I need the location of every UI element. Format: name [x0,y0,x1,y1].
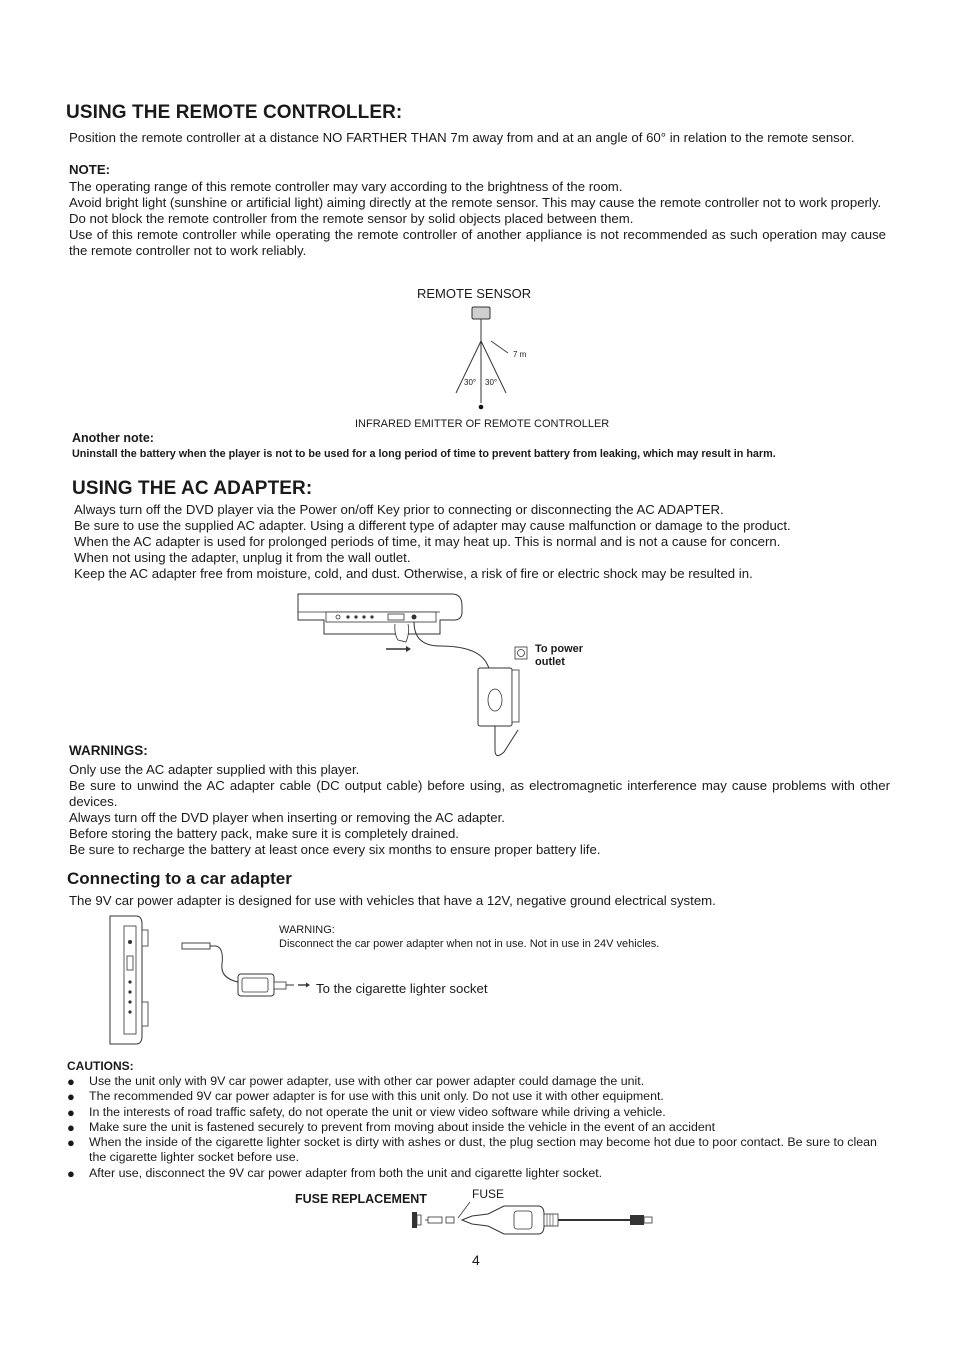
caution-text-1: Use the unit only with 9V car power adapter, use with other car power adapter could damage the unit. [89,1074,645,1088]
remote-notes [69,179,886,259]
car-intro: The 9V car power adapter is designed for use with vehicles that have a 12V, negative ground electrical system. [69,893,716,908]
ac-lines [74,502,884,582]
fuse-part [428,1217,442,1223]
ac-warnings [69,762,890,858]
car-cable [216,946,238,982]
dc-plug [182,943,210,949]
caution-item: ● Use the unit only with 9V car power adapter, use with other car power adapter could damage the unit. [67,1074,645,1089]
caution-text-3: In the interests of road traffic safety, do not operate the unit or view video software while driving a vehicle. [89,1104,666,1119]
warning-3: Always turn off the DVD player when inserting or removing the AC adapter. [69,810,505,825]
page-number: 4 [472,1252,480,1268]
ac-line-1: Always turn off the DVD player via the Power on/off Key prior to connecting or disconnecting the AC ADAPTER. [74,502,724,517]
warning-1: Only use the AC adapter supplied with this player. [69,762,360,777]
car-section-title: Connecting to a car adapter [67,869,292,888]
remote-sensor-diagram [440,305,540,415]
angle-left-label: 30° [464,378,477,387]
warning-5: Be sure to recharge the battery at least once every six months to ensure proper battery life. [69,842,601,857]
ac-section-title: USING THE AC ADAPTER: [72,478,313,499]
caution-item: ● When the inside of the cigarette lighter socket is dirty with ashes or dust, the plug section may become hot due to poor contact. Be sure to clean the cigarette lighter socket before use. [67,1135,877,1165]
another-note-text: Uninstall the battery when the player is not to be used for a long period of time to prevent battery from leaking, which may result in harm. [72,448,776,460]
car-warning-label: WARNING: [279,924,335,936]
distance-label: 7 m [513,350,527,359]
ac-line-4: When not using the adapter, unplug it from the wall outlet. [74,550,411,565]
remote-note-3: Do not block the remote controller from the remote sensor by solid objects placed between them. [69,211,634,226]
caution-item: ● Make sure the unit is fastened securely to prevent from moving about inside the vehicle in the event of an accident [67,1119,716,1135]
warning-2: Be sure to unwind the AC adapter cable (DC output cable) before using, as electromagnetic interference may cause problems with other devices. [69,778,890,809]
fuse-replacement-label: FUSE REPLACEMENT [295,1192,427,1206]
fuse-replacement-illustration [408,1196,658,1244]
caution-item: ● The recommended 9V car power adapter is for use with this unit only. Do not use it with other equipment. [67,1089,664,1105]
fuse-leader [458,1202,470,1218]
fuse-label: FUSE [472,1187,505,1201]
ac-line-3: When the AC adapter is used for prolonged periods of time, it may heat up. This is normal and is not a cause for concern. [74,534,781,549]
caution-text-2: The recommended 9V car power adapter is for use with this unit only. Do not use it with other equipment. [89,1089,664,1104]
car-warning-text: Disconnect the car power adapter when not in use. Not in use in 24V vehicles. [279,938,660,950]
caution-item: ● After use, disconnect the 9V car power adapter from both the unit and cigarette lighter socket. [67,1165,603,1181]
caution-item: ● In the interests of road traffic safety, do not operate the unit or view video software while driving a vehicle. [67,1104,666,1120]
fuse-cap [412,1212,417,1228]
outlet-label [535,643,583,669]
cautions-label: CAUTIONS: [67,1059,134,1073]
warnings-label: WARNINGS: [69,743,148,758]
outlet-label-line-2: outlet [535,656,565,668]
remote-note-1: The operating range of this remote controller may vary according to the brightness of the room. [69,179,623,194]
remote-sensor-label: REMOTE SENSOR [417,286,532,301]
angle-right-label: 30° [485,378,498,387]
remote-section-title: USING THE REMOTE CONTROLLER: [66,102,403,123]
power-outlet-icon [515,647,527,659]
outlet-label-line-1: To power [535,643,584,655]
another-note-label: Another note: [72,431,154,445]
socket-label: To the cigarette lighter socket [316,981,488,996]
car-warning [279,923,659,951]
warning-4: Before storing the battery pack, make sure it is completely drained. [69,826,459,841]
sensor-box [472,307,490,319]
caution-text-6: After use, disconnect the 9V car power adapter from both the unit and cigarette lighter socket. [89,1165,603,1180]
remote-note-2: Avoid bright light (sunshine or artificial light) aiming directly at the remote sensor. This may cause the remote controller not to work properly. [69,195,882,210]
ac-line-5: Keep the AC adapter free from moisture, cold, and dust. Otherwise, a risk of fire or electric shock may be resulted in. [74,566,753,581]
distance-leader [491,341,508,353]
caution-text-4: Make sure the unit is fastened securely to prevent from moving about inside the vehicle in the event of an accident [89,1119,716,1134]
ac-adapter-illustration [290,590,530,765]
caution-text-5: When the inside of the cigarette lighter socket is dirty with ashes or dust, the plug section may become hot due to poor contact. Be sure to clean the cigarette lighter socket before use. [89,1135,877,1165]
cautions-list [67,1074,879,1181]
ac-line-2: Be sure to use the supplied AC adapter. Using a different type of adapter may cause malfunction or damage to the product. [74,518,791,533]
emitter-dot [479,405,484,410]
remote-note-4: Use of this remote controller while operating the remote controller of another appliance is not recommended as such operation may cause the remote controller not to work reliably. [69,227,886,258]
remote-note-label: NOTE: [69,162,111,177]
emitter-label: INFRARED EMITTER OF REMOTE CONTROLLER [355,418,610,430]
remote-intro: Position the remote controller at a distance NO FARTHER THAN 7m away from and at an angle of 60° in relation to the remote sensor. [69,130,855,145]
